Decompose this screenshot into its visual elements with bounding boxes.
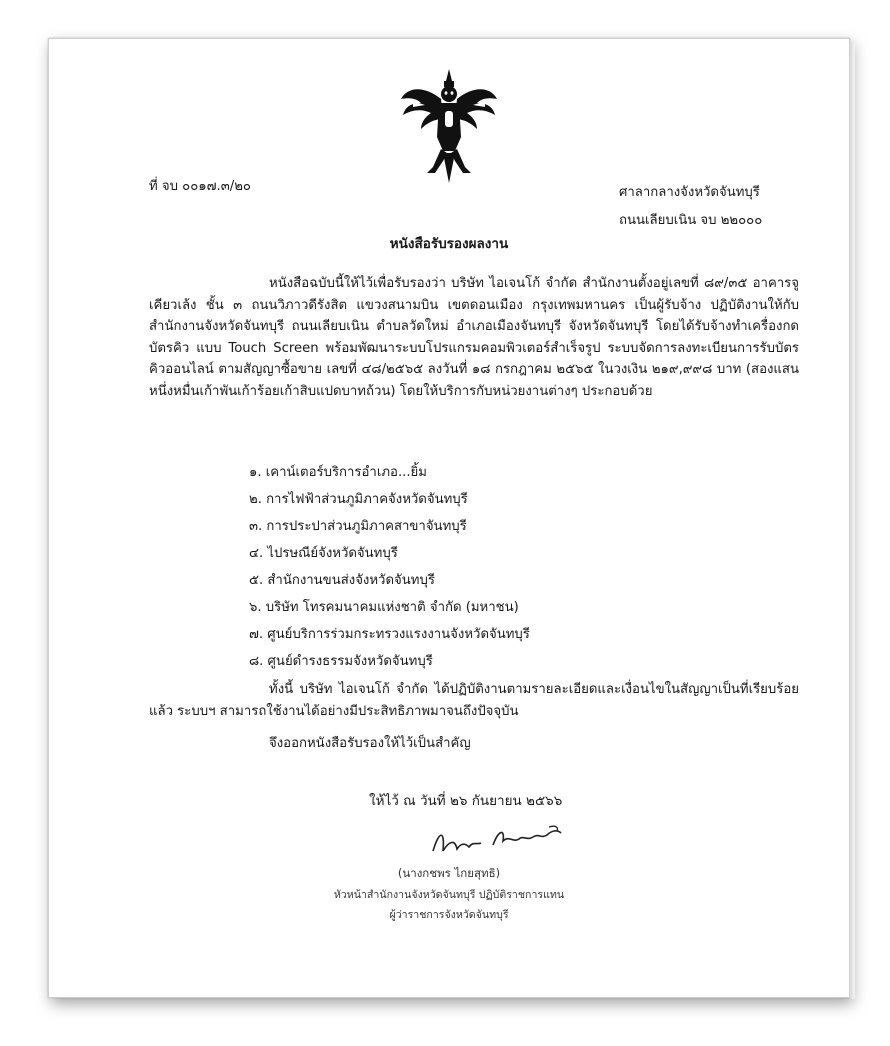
closing-paragraph: ทั้งนี้ บริษัท ไอเจนโก้ จำกัด ได้ปฏิบัติงานตามรายละเอียดและเงื่อนไขในสัญญาเป็นที่เรียบร้อยแล้ว ระบบฯ สามารถใช้งานได้อย่างมีประสิทธิภาพมาจนถึงปัจจุบัน	[149, 682, 799, 719]
document-title: หนังสือรับรองผลงาน	[389, 236, 509, 252]
issuer-address	[619, 179, 762, 235]
signer-position-line1: หัวหน้าสำนักงานจังหวัดจันทบุรี ปฏิบัติราชการแทน	[333, 889, 565, 901]
body-paragraph: หนังสือฉบับนี้ให้ไว้เพื่อรับรองว่า บริษัท ไอเจนโก้ จำกัด สำนักงานตั้งอยู่เลขที่ ๘๙/๓๕ อาคารจูเคียวเล้ง ชั้น ๓ ถนนวิภาวดีรังสิต แขวงสนามบิน เขตดอนเมือง กรุงเทพมหานคร เป็นผู้รับจ้าง ปฏิบัติงานให้กับสำนักงานจังหวัดจันทบุรี ถนนเลียบเนิน ตำบลวัดใหม่ อำเภอเมืองจันทบุรี จังหวัดจันทบุรี โดยได้รับจ้างทำเครื่องกดบัตรคิว แบบ Touch Screen พร้อมพัฒนาระบบโปรแกรมคอมพิวเตอร์สำเร็จรูป ระบบจัดการลงทะเบียนการรับบัตรคิวออนไลน์ ตามสัญญาซื้อขาย เลขที่ ๔๘/๒๕๖๕ ลงวันที่ ๑๘ กรกฎาคม ๒๕๖๕ ในวงเงิน ๒๑๙,๙๙๘ บาท (สองแสนหนึ่งหมื่นเก้าพันเก้าร้อยเก้าสิบแปดบาทถ้วน) โดยให้บริการกับหน่วยงานต่างๆ ประกอบด้วย	[149, 276, 799, 399]
issuer-address-line1: ศาลากลางจังหวัดจันทบุรี	[619, 185, 760, 200]
certificate-body	[149, 273, 799, 403]
list-item: ๗. ศูนย์บริการร่วมกระทรวงแรงงานจังหวัดจันทบุรี	[249, 627, 530, 642]
document-reference-number: ที่ จบ ๐๐๑๗.๓/๒๐	[149, 179, 251, 194]
certification-statement: จึงออกหนังสือรับรองให้ไว้เป็นสำคัญ	[269, 736, 471, 751]
list-item: ๓. การประปาส่วนภูมิภาคสาขาจันทบุรี	[249, 519, 467, 534]
list-item: ๑. เคาน์เตอร์บริการอำเภอ...ยิ้ม	[249, 465, 427, 480]
agency-list	[249, 459, 530, 675]
issuer-address-line2: ถนนเลียบเนิน จบ ๒๒๐๐๐	[619, 213, 763, 228]
list-item: ๒. การไฟฟ้าส่วนภูมิภาคจังหวัดจันทบุรี	[249, 492, 468, 507]
list-item: ๕. สำนักงานขนส่งจังหวัดจันทบุรี	[249, 573, 435, 588]
document-page	[48, 38, 850, 998]
signer-name: (นางกชพร ไกยสุทธิ)	[397, 866, 501, 880]
list-item: ๘. ศูนย์ดำรงธรรมจังหวัดจันทบุรี	[249, 654, 433, 669]
garuda-emblem-icon	[399, 67, 499, 189]
signer-position-line2: ผู้ว่าราชการจังหวัดจันทบุรี	[389, 909, 509, 921]
handwritten-signature-icon	[429, 821, 579, 865]
list-item: ๔. ไปรษณีย์จังหวัดจันทบุรี	[249, 546, 398, 561]
signer-position	[49, 885, 849, 925]
issue-date: ให้ไว้ ณ วันที่ ๒๖ กันยายน ๒๕๖๖	[369, 793, 563, 809]
closing-section	[149, 679, 799, 765]
list-item: ๖. บริษัท โทรคมนาคมแห่งชาติ จำกัด (มหาชน)	[249, 600, 519, 615]
